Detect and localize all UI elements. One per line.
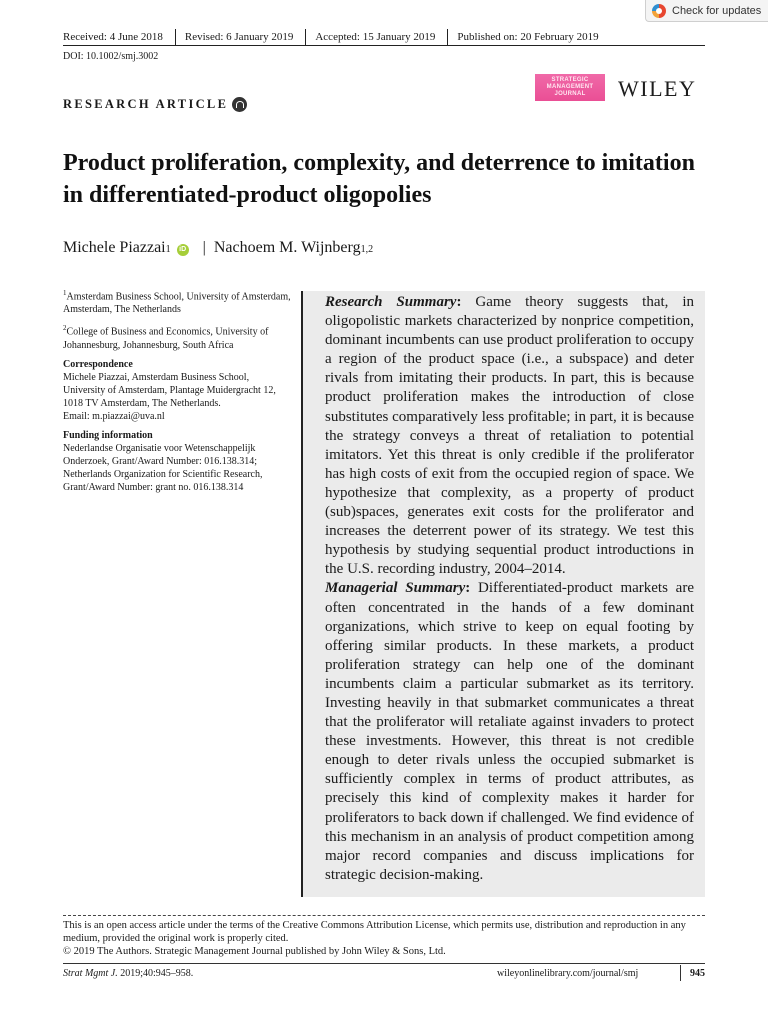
managerial-summary: Managerial Summary: Differentiated-product markets are often concentrated in the hands of a few dominant organizations, which strive to keep on equal footing by offering similar products. In these markets, a product proliferation strategy can help one of the dominant incumbents claim a particular submarket as its territory. Investing heavily in that submarket communicates a threat that the proliferator will retaliate against invaders to protect these investments. However, this threat is not credible enough to deter rivals unless the occupied submarket is sufficiently complex in terms of product attributes, as precisely this kind of complexity makes it harder for proliferators to back down if challenged. We find evidence of this mechanism in an analysis of product competition among major record companies and discuss implications for strategic decision-making. <box>325 580 694 883</box>
affiliation: $^1$Amsterdam Business School, University of Amsterdam, Amsterdam, The Netherlands <box>63 289 291 316</box>
publisher-logo: WILEY <box>618 76 697 101</box>
author-separator: | <box>202 239 206 256</box>
accepted-date: Accepted: 15 January 2019 <box>315 31 436 43</box>
article-title: Product proliferation, complexity, and deterrence to imitation in differentiated-product oligopolies <box>63 150 695 208</box>
footnote-divider <box>63 915 705 916</box>
open-access-icon <box>232 97 247 112</box>
correspondence <box>63 358 291 423</box>
correspondence-heading: Correspondence <box>63 358 133 370</box>
author-list: Michele Piazzai 1 iD | Nachoem M. Wijnberg 1,2 <box>63 239 374 256</box>
author-name[interactable]: Nachoem M. Wijnberg <box>213 239 361 256</box>
article-info-column <box>63 287 291 500</box>
page-divider <box>680 965 681 981</box>
article-type: RESEARCH ARTICLE <box>63 97 247 112</box>
correspondence-email[interactable]: Email: m.piazzai@uva.nl <box>63 410 165 422</box>
journal-logo: STRATEGIC MANAGEMENT JOURNAL <box>535 74 605 101</box>
check-for-updates-label: Check for updates <box>672 4 762 17</box>
abstract-box <box>301 291 705 897</box>
published-date: Published on: 20 February 2019 <box>457 31 599 43</box>
license-footnote <box>63 919 705 958</box>
journal-url[interactable]: wileyonlinelibrary.com/journal/smj <box>497 968 639 979</box>
date-divider <box>175 29 176 45</box>
date-divider <box>305 29 306 45</box>
journal-citation: Strat Mgmt J. 2019;40:945–958. <box>63 968 194 979</box>
revised-date: Revised: 6 January 2019 <box>184 31 294 43</box>
funding-text: Nederlandse Organisatie voor Wetenschappelijk Onderzoek, Grant/Award Number: 016.138.314; Netherlands Organization for Scientific Research, Grant/Award Number: grant no. 016.138.314 <box>63 442 263 493</box>
copyright-text: © 2019 The Authors. Strategic Management Journal published by John Wiley & Sons, Ltd. <box>63 946 446 957</box>
doi[interactable]: DOI: 10.1002/smj.3002 <box>63 51 159 62</box>
check-for-updates-button[interactable] <box>645 0 768 22</box>
crossmark-icon <box>652 4 666 18</box>
orcid-icon[interactable]: iD <box>177 244 189 256</box>
funding-info <box>63 429 291 494</box>
license-text: This is an open access article under the terms of the Creative Commons Attribution License, which permits use, distribution and reproduction in any medium, provided the original work is properly cited. <box>63 920 686 944</box>
research-summary: Research Summary: Game theory suggests that, in oligopolistic markets characterized by nonprice competition, dominant incumbents can use product proliferation to occupy a region of the product space (i.e., a subspace) and deter rivals from imitating their products. In part, this is because product proliferation makes the introduction of close substitutes comparatively less profitable; in part, it is because the strategy conveys a threat of retaliation to potential imitators. Yet this threat is only credible if the proliferator has high costs of exit from the occupied region of space. We hypothesize that complexity, as a property of product (sub)spaces, generates exit costs for the proliferator and increases the deterrent power of its strategy. We test this hypothesis by studying sequential product introductions in the U.S. recording industry, 2004–2014. <box>325 294 695 578</box>
author-name[interactable]: Michele Piazzai <box>63 239 166 256</box>
footer-divider <box>63 963 705 964</box>
funding-heading: Funding information <box>63 429 153 441</box>
correspondence-address: Michele Piazzai, Amsterdam Business School, University of Amsterdam, Plantage Muidergracht 12, 1018 TV Amsterdam, The Netherlands. <box>63 371 276 409</box>
history-dates <box>63 29 705 46</box>
page-number: 945 <box>690 968 705 979</box>
received-date: Received: 4 June 2018 <box>63 31 163 43</box>
affiliation: $^2$College of Business and Economics, University of Johannesburg, Johannesburg, South Africa <box>63 324 269 351</box>
date-divider <box>447 29 448 45</box>
